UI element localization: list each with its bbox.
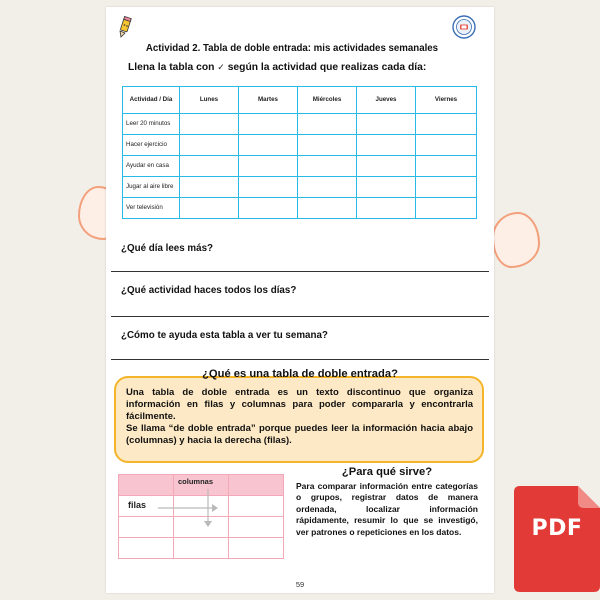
column-header-tuesday: Martes [239,87,298,114]
check-cell[interactable] [239,156,298,177]
corner-header: Actividad / Día [123,87,180,114]
check-cell[interactable] [298,198,357,219]
example-table-diagram [118,474,284,567]
check-cell[interactable] [180,135,239,156]
check-cell[interactable] [180,156,239,177]
definition-box [114,376,484,463]
rows-label: filas [128,500,147,510]
columns-label: columnas [178,477,214,486]
purpose-title: ¿Para qué sirve? [341,466,433,478]
check-cell[interactable] [239,177,298,198]
activity-title: Actividad 2. Tabla de doble entrada: mis actividades semanales [145,43,439,54]
check-cell[interactable] [357,156,416,177]
check-cell[interactable] [357,135,416,156]
row-label-read: Leer 20 minutos [123,114,180,135]
column-header-monday: Lunes [180,87,239,114]
question-3: ¿Cómo te ayuda esta tabla a ver tu semana? [121,330,328,341]
row-label-watch-tv: Ver televisión [123,198,180,219]
check-cell[interactable] [416,177,477,198]
answer-line-3[interactable] [111,359,489,360]
decorative-blob-right [492,212,540,268]
purpose-text: Para comparar información entre categorías o grupos, registrar datos de manera ordenada, localizar información rápidamente, resumir lo que se investigó, ver patrones o repeticiones en los datos. [296,481,478,537]
table-row [123,114,477,135]
pdf-label: PDF [531,516,583,541]
answer-line-1[interactable] [111,271,489,272]
checkmark-icon: ✓ [217,63,225,73]
table-row [123,156,477,177]
check-cell[interactable] [239,198,298,219]
instruction-text [128,62,426,73]
page-number: 59 [295,580,305,589]
check-cell[interactable] [298,114,357,135]
check-cell[interactable] [239,114,298,135]
pencil-icon [116,16,134,38]
instruction-before: Llena la tabla con [128,62,215,73]
weekly-activity-table [122,86,477,219]
check-cell[interactable] [416,198,477,219]
right-arrowhead-icon [212,504,218,512]
check-cell[interactable] [239,135,298,156]
check-cell[interactable] [298,135,357,156]
check-cell[interactable] [416,114,477,135]
check-cell[interactable] [298,156,357,177]
worksheet-page [106,7,494,593]
check-cell[interactable] [180,114,239,135]
table-header-row [123,87,477,114]
check-cell[interactable] [180,177,239,198]
check-cell[interactable] [298,177,357,198]
row-label-help-at-home: Ayudar en casa [123,156,180,177]
down-arrowhead-icon [204,521,212,527]
column-header-thursday: Jueves [357,87,416,114]
check-cell[interactable] [357,177,416,198]
row-label-play-outside: Jugar al aire libre [123,177,180,198]
direction-arrows [118,474,284,567]
definition-title: ¿Qué es una tabla de doble entrada? [202,368,398,380]
check-cell[interactable] [180,198,239,219]
answer-line-2[interactable] [111,316,489,317]
check-cell[interactable] [416,135,477,156]
school-seal-icon [452,15,476,39]
row-label-exercise: Hacer ejercicio [123,135,180,156]
question-2: ¿Qué actividad haces todos los días? [121,285,297,296]
table-row [123,198,477,219]
check-cell[interactable] [416,156,477,177]
column-header-friday: Viernes [416,87,477,114]
question-1: ¿Qué día lees más? [121,243,214,254]
table-row [123,177,477,198]
table-row [123,135,477,156]
column-header-wednesday: Miércoles [298,87,357,114]
instruction-after: según la actividad que realizas cada día: [227,62,427,73]
definition-paragraph-1: Una tabla de doble entrada es un texto discontinuo que organiza información en filas y columnas para poder compararla y encontrarla fácilmente. [126,387,473,422]
definition-paragraph-2: Se llama “de doble entrada” porque puedes leer la información hacia abajo (columnas) y hacia la derecha (filas). [126,422,473,446]
check-cell[interactable] [357,198,416,219]
check-cell[interactable] [357,114,416,135]
